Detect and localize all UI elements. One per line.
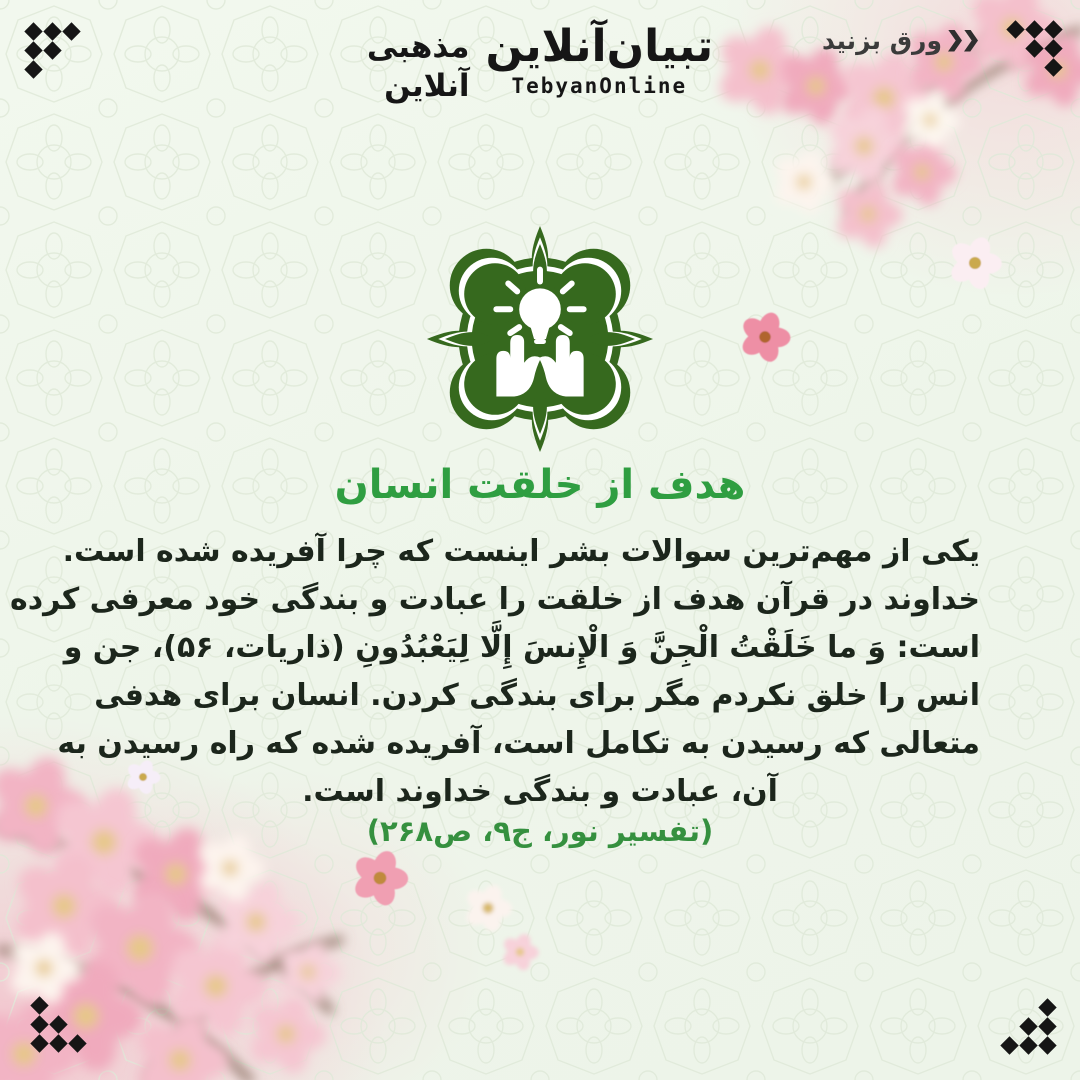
body-paragraph	[9, 528, 980, 816]
category-line-1: مذهبی	[366, 29, 470, 65]
category-label	[367, 28, 470, 106]
hands-holding-lightbulb-icon	[421, 220, 659, 458]
citation-reference: (تفسیر نور، ج۹، ص۲۶۸)	[366, 814, 714, 848]
brand-logo	[485, 21, 714, 98]
corner-diamonds-bottom-left	[30, 996, 88, 1054]
double-chevron-right-icon	[948, 30, 978, 52]
ornamental-seal-badge	[421, 220, 659, 458]
body-line: خداوند در قرآن هدف از خلقت را عبادت و بندگی خود معرفی کرده	[9, 582, 980, 617]
post-title: هدف از خلقت انسان	[334, 462, 746, 508]
brand-wordmark-latin: TebyanOnline	[511, 74, 688, 98]
body-line: یکی از مهم‌ترین سوالات بشر اینست که چرا آفریده شده است.	[62, 534, 980, 569]
corner-diamonds-bottom-right	[1000, 998, 1058, 1056]
body-line: آن، عبادت و بندگی خداوند است.	[302, 774, 778, 809]
brand-wordmark-farsi: تبیان‌آنلاین	[485, 21, 714, 72]
swipe-hint	[822, 26, 978, 55]
body-line: متعالی که رسیدن به تکامل است، آفریده شده که راه رسیدن به	[57, 726, 980, 761]
category-line-2: آنلاین	[384, 68, 470, 104]
swipe-hint-label: ورق بزنید	[822, 26, 942, 55]
body-line: است: وَ ما خَلَقْتُ الْجِنَّ وَ الْإِنسَ إِلَّا لِیَعْبُدُونِ (ذاریات، ۵۶)، جن و	[63, 630, 980, 665]
body-line: انس را خلق نکردم مگر برای بندگی کردن. انسان برای هدفی	[94, 678, 980, 713]
